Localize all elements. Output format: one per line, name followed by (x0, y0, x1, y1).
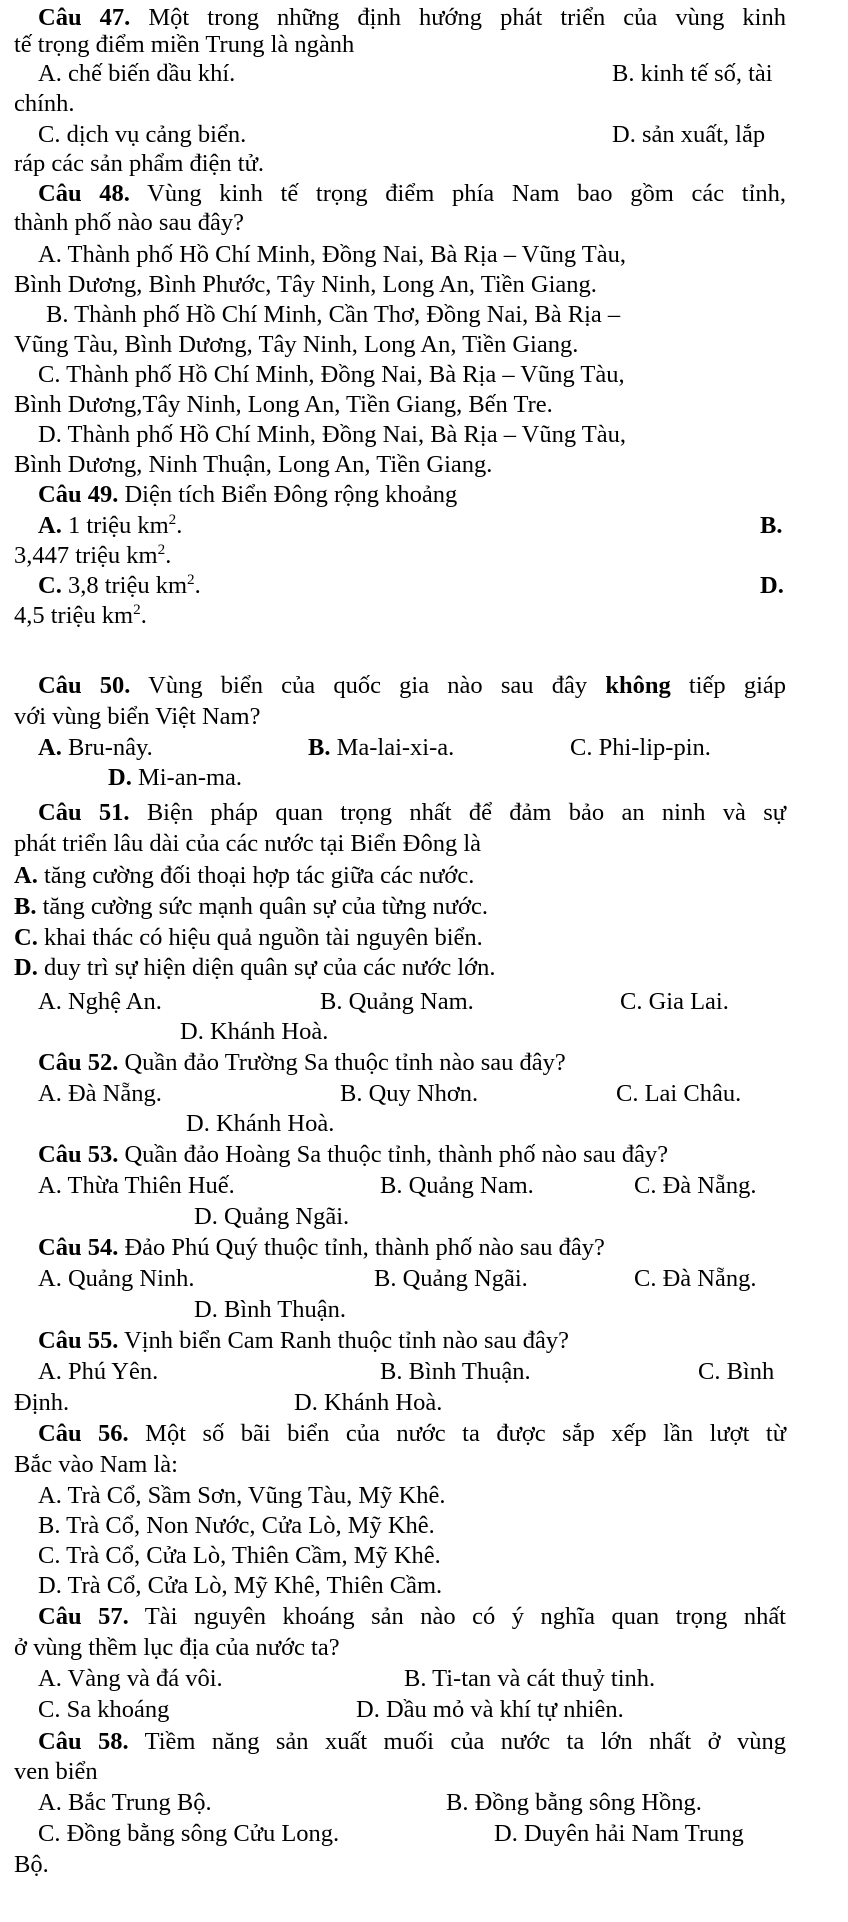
q55-stem: Câu 55. Vịnh biển Cam Ranh thuộc tỉnh nào sau đây? (38, 1327, 570, 1354)
q48-option-b: B. Thành phố Hồ Chí Minh, Cần Thơ, Đồng Nai, Bà Rịa – (46, 301, 621, 328)
q56-option-d: D. Trà Cổ, Cửa Lò, Mỹ Khê, Thiên Cầm. (38, 1572, 443, 1599)
q49-number: Câu 49. (38, 481, 119, 508)
q52-option-a: A. Đà Nẵng. (38, 1080, 162, 1107)
q52-option-c: C. Lai Châu. (616, 1080, 742, 1107)
q47-option-c: C. dịch vụ cảng biển. (38, 121, 247, 148)
q50-option-c: C. Phi-lip-pin. (570, 734, 711, 761)
q55-option-a: A. Phú Yên. (38, 1358, 159, 1385)
q48-option-d: D. Thành phố Hồ Chí Minh, Đồng Nai, Bà Rịa – Vũng Tàu, (38, 421, 626, 448)
q54-option-c: C. Đà Nẵng. (634, 1265, 757, 1292)
q58-number: Câu 58. (38, 1728, 129, 1755)
q48-number: Câu 48. (38, 180, 130, 207)
q50-option-b: B. Ma-lai-xi-a. (308, 734, 455, 761)
q58-stem: Câu 58. Tiềm năng sản xuất muối của nước ta lớn nhất ở vùng (38, 1728, 787, 1755)
exam-page: Câu 47. Một trong những định hướng phát triển của vùng kinh tế trọng điểm miền Trung là ngành A. chế biến dầu khí. B. kinh tế số, tài chính. C. dịch vụ cảng biển. D. sản xuất, lắp ráp các sản phẩm điện tử. Câu 48. Vùng kinh tế trọng điểm phía Nam bao gồm các tỉnh, thành phố nào sau đây? A. Thành phố Hồ Chí Minh, Đồng Nai, Bà Rịa – Vũng Tàu, Bình Dương, Bình Phước, Tây Ninh, Long An, Tiền Giang. B. Thành phố Hồ Chí Minh, Cần Thơ, Đồng Nai, Bà Rịa – Vũng Tàu, Bình Dương, Tây Ninh, Long An, Tiền Giang. C. Thành phố Hồ Chí Minh, Đồng Nai, Bà Rịa – Vũng Tàu, Bình Dương,Tây Ninh, Long An, Tiền Giang, Bến Tre. D. Thành phố Hồ Chí Minh, Đồng Nai, Bà Rịa – Vũng Tàu, Bình Dương, Ninh Thuận, Long An, Tiền Giang. Câu 49. Diện tích Biển Đông rộng khoảng A. 1 triệu $km^2$. B. 3,447 triệu $km^2$. C. 3,8 triệu $km^2$. D. 4,5 triệu $km^2$. Câu 50. Vùng biển của quốc gia nào sau đây không tiếp giáp với vùng biển Việt Nam? A. Bru-nây. B. Ma-lai-xi-a. C. Phi-lip-pin. D. Mi-an-ma. Câu 51. Biện pháp quan trọng nhất để đảm bảo an ninh và sự phát triển lâu dài của các nước tại Biển Đông là A. tăng cường đối thoại hợp tác giữa các nước. B. tăng cường sức mạnh quân sự của từng nước. C. khai thác có hiệu quả nguồn tài nguyên biển. D. duy trì sự hiện diện quân sự của các nước lớn. A. Nghệ An. B. Quảng Nam. C. Gia Lai. D. Khánh Hoà. Câu 52. Quần đảo Trường Sa thuộc tỉnh nào sau đây? A. Đà Nẵng. B. Quy Nhơn. C. Lai Châu. D. Khánh Hoà. Câu 53. Quần đảo Hoàng Sa thuộc tỉnh, thành phố nào sau đây? A. Thừa Thiên Huế. B. Quảng Nam. C. Đà Nẵng. D. Quảng Ngãi. Câu 54. Đảo Phú Quý thuộc tỉnh, thành phố nào sau đây? A. Quảng Ninh. B. Quảng Ngãi. C. Đà Nẵng. D. Bình Thuận. Câu 55. Vịnh biển Cam Ranh thuộc tỉnh nào sau đây? A. Phú Yên. B. Bình Thuận. C. Bình Định. D. Khánh Hoà. Câu 56. Một số bãi biển của nước ta được sắp xếp lần lượt từ Bắc vào Nam là: A. Trà Cổ, Sầm Sơn, Vũng Tàu, Mỹ Khê. B. Trà Cổ, Non Nước, Cửa Lò, Mỹ Khê. C. Trà Cổ, Cửa Lò, Thiên Cầm, Mỹ Khê. D. Trà Cổ, Cửa Lò, Mỹ Khê, Thiên Cầm. Câu 57. Tài nguyên khoáng sản nào có ý nghĩa quan trọng nhất ở vùng thềm lục địa của nước ta? A. Vàng và đá vôi. B. Ti-tan và cát thuỷ tinh. C. Sa khoáng D. Dầu mỏ và khí tự nhiên. Câu 58. Tiềm năng sản xuất muối của nước ta lớn nhất ở vùng ven biển A. Bắc Trung Bộ. B. Đồng bằng sông Hồng. C. Đồng bằng sông Cửu Long. D. Duyên hải Nam Trung Bộ. (0, 0, 848, 1922)
q57-option-d: D. Dầu mỏ và khí tự nhiên. (356, 1696, 624, 1723)
q51-extra-b: B. Quảng Nam. (320, 988, 474, 1015)
q50-number: Câu 50. (38, 672, 131, 699)
q51-option-c: C. khai thác có hiệu quả nguồn tài nguyên biển. (14, 924, 483, 951)
q53-option-b: B. Quảng Nam. (380, 1172, 534, 1199)
q52-stem: Câu 52. Quần đảo Trường Sa thuộc tỉnh nào sau đây? (38, 1049, 566, 1076)
q58-option-b: B. Đồng bằng sông Hồng. (446, 1789, 702, 1816)
q47-option-b: B. kinh tế số, tài (612, 60, 773, 87)
q47-option-a: A. chế biến dầu khí. (38, 60, 236, 87)
q56-option-c: C. Trà Cổ, Cửa Lò, Thiên Cầm, Mỹ Khê. (38, 1542, 441, 1569)
q55-option-d: D. Khánh Hoà. (294, 1389, 443, 1416)
q49-option-a: A. 1 triệu $km^2$. (38, 510, 183, 539)
q54-number: Câu 54. (38, 1234, 119, 1261)
q56-option-b: B. Trà Cổ, Non Nước, Cửa Lò, Mỹ Khê. (38, 1512, 435, 1539)
q51-extra-a: A. Nghệ An. (38, 988, 162, 1015)
q56-number: Câu 56. (38, 1420, 129, 1447)
q57-stem: Câu 57. Tài nguyên khoáng sản nào có ý nghĩa quan trọng nhất (38, 1603, 786, 1630)
q47-number: Câu 47. (38, 4, 131, 31)
q50-stem: Câu 50. Vùng biển của quốc gia nào sau đây không tiếp giáp (38, 672, 787, 699)
q52-option-b: B. Quy Nhơn. (340, 1080, 479, 1107)
q56-stem: Câu 56. Một số bãi biển của nước ta được sắp xếp lần lượt từ (38, 1420, 786, 1447)
q54-stem: Câu 54. Đảo Phú Quý thuộc tỉnh, thành phố nào sau đây? (38, 1234, 605, 1261)
q53-option-d: D. Quảng Ngãi. (194, 1203, 350, 1230)
q47-stem: Câu 47. Một trong những định hướng phát triển của vùng kinh (38, 4, 786, 31)
q55-option-b: B. Bình Thuận. (380, 1358, 531, 1385)
q53-option-c: C. Đà Nẵng. (634, 1172, 757, 1199)
q51-stem: Câu 51. Biện pháp quan trọng nhất để đảm bảo an ninh và sự (38, 799, 787, 826)
q51-extra-d: D. Khánh Hoà. (180, 1018, 329, 1045)
q49-option-b: 3,447 triệu $km^2$. (14, 540, 172, 569)
q54-option-d: D. Bình Thuận. (194, 1296, 346, 1323)
q48-option-a: A. Thành phố Hồ Chí Minh, Đồng Nai, Bà Rịa – Vũng Tàu, (38, 241, 626, 268)
q51-option-a: A. tăng cường đối thoại hợp tác giữa các nước. (14, 862, 475, 889)
q51-option-d: D. duy trì sự hiện diện quân sự của các nước lớn. (14, 954, 496, 981)
q49-option-d-letter: D. (760, 572, 784, 599)
q57-option-b: B. Ti-tan và cát thuỷ tinh. (404, 1665, 656, 1692)
q57-number: Câu 57. (38, 1603, 129, 1630)
q47-option-d: D. sản xuất, lắp (612, 121, 766, 148)
q58-option-c: C. Đồng bằng sông Cửu Long. (38, 1820, 340, 1847)
q57-option-a: A. Vàng và đá vôi. (38, 1665, 223, 1692)
q50-option-a: A. Bru-nây. (38, 734, 153, 761)
q54-option-b: B. Quảng Ngãi. (374, 1265, 528, 1292)
q51-number: Câu 51. (38, 799, 130, 826)
q58-option-a: A. Bắc Trung Bộ. (38, 1789, 212, 1816)
q55-number: Câu 55. (38, 1327, 119, 1354)
q55-option-c: C. Bình (698, 1358, 775, 1385)
q53-number: Câu 53. (38, 1141, 119, 1168)
q57-option-c: C. Sa khoáng (38, 1696, 170, 1723)
q49-option-c: C. 3,8 triệu $km^2$. (38, 570, 201, 599)
q51-extra-c: C. Gia Lai. (620, 988, 729, 1015)
q58-option-d: D. Duyên hải Nam Trung (494, 1820, 744, 1847)
q53-option-a: A. Thừa Thiên Huế. (38, 1172, 235, 1199)
q54-option-a: A. Quảng Ninh. (38, 1265, 195, 1292)
q49-option-d: 4,5 triệu $km^2$. (14, 600, 147, 629)
q51-option-b: B. tăng cường sức mạnh quân sự của từng nước. (14, 893, 489, 920)
q50-option-d: D. Mi-an-ma. (108, 764, 243, 791)
q49-stem: Câu 49. Diện tích Biển Đông rộng khoảng (38, 481, 458, 508)
q48-stem: Câu 48. Vùng kinh tế trọng điểm phía Nam bao gồm các tỉnh, (38, 180, 786, 207)
q56-option-a: A. Trà Cổ, Sầm Sơn, Vũng Tàu, Mỹ Khê. (38, 1482, 446, 1509)
q53-stem: Câu 53. Quần đảo Hoàng Sa thuộc tỉnh, thành phố nào sau đây? (38, 1141, 669, 1168)
q49-option-b-letter: B. (760, 512, 783, 539)
q48-option-c: C. Thành phố Hồ Chí Minh, Đồng Nai, Bà Rịa – Vũng Tàu, (38, 361, 625, 388)
q52-number: Câu 52. (38, 1049, 119, 1076)
q52-option-d: D. Khánh Hoà. (186, 1110, 335, 1137)
